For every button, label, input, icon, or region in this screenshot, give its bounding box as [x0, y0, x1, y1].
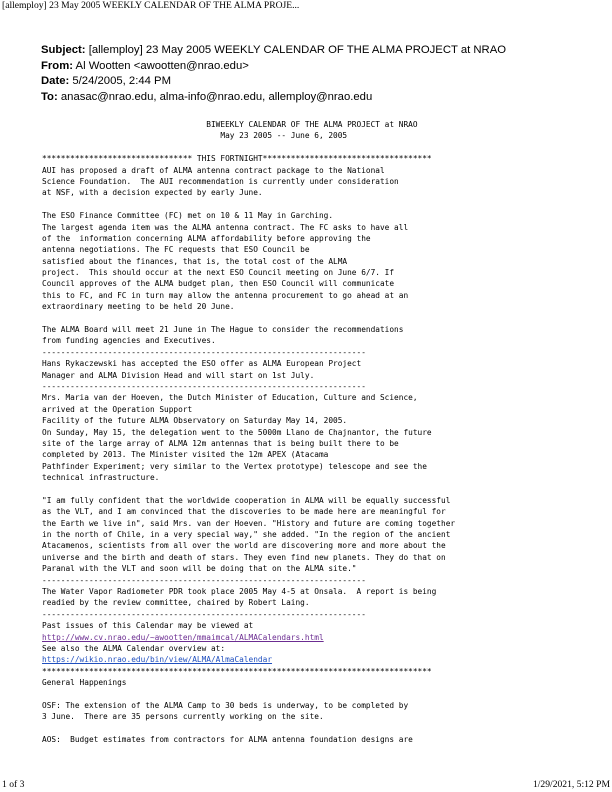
- body-line: AUI has proposed a draft of ALMA antenna contract package to the National: [42, 165, 385, 175]
- body-line: readied by the review committee, chaired by Robert Laing.: [42, 598, 310, 608]
- body-line: Pathfinder Experiment; very similar to the Vertex prototype) telescope and see the: [42, 461, 427, 471]
- body-line: [42, 313, 455, 324]
- body-line: ---------------------------------------------------------------------: [42, 609, 366, 619]
- body-line: The ESO Finance Committee (FC) met on 10 & 11 May in Garching.: [42, 211, 334, 221]
- print-datetime: 1/29/2021, 5:12 PM: [532, 779, 610, 790]
- body-line: extraordinary meeting to be held 20 June.: [42, 302, 235, 312]
- body-line: Manager and ALMA Division Head and will start on 1st July.: [42, 370, 315, 380]
- body-line: 3 June. There are 35 persons currently working on the site.: [42, 712, 324, 722]
- body-line: Facility of the future ALMA Observatory on Saturday May 14, 2005.: [42, 416, 348, 426]
- body-line: "I am fully confident that the worldwide cooperation in ALMA will be equally successful: [42, 495, 451, 505]
- body-line: AOS: Budget estimates from contractors for ALMA antenna foundation designs are: [42, 735, 413, 745]
- body-line: On Sunday, May 15, the delegation went to the 5000m Llano de Chajnantor, the future: [42, 427, 432, 437]
- body-line: Mrs. Maria van der Hoeven, the Dutch Minister of Education, Culture and Science,: [42, 393, 418, 403]
- email-body: [42, 119, 455, 745]
- body-line: The Water Vapor Radiometer PDR took place 2005 May 4-5 at Onsala. A report is being: [42, 587, 437, 597]
- body-line: General Happenings: [42, 678, 127, 688]
- body-line: Atacamenos, scientists from all over the world are discovering more and more about the: [42, 541, 446, 551]
- subject-label: Subject:: [41, 44, 86, 56]
- body-line: this to FC, and FC in turn may allow the antenna procurement to go ahead at an: [42, 290, 409, 300]
- body-line: the Earth we live in", said Mrs. van der Hoeven. "History and future are coming together: [42, 518, 456, 528]
- body-line: The largest agenda item was the ALMA antenna contract. The FC asks to have all: [42, 222, 409, 232]
- body-line: OSF: The extension of the ALMA Camp to 30 beds is underway, to be completed by: [42, 700, 409, 710]
- email-header: [41, 43, 506, 105]
- body-line: Past issues of this Calendar may be viewed at: [42, 621, 254, 631]
- body-line: from funding agencies and Executives.: [42, 336, 216, 346]
- body-line: site of the large array of ALMA 12m antennas that is being built there to be: [42, 438, 399, 448]
- body-line: ---------------------------------------------------------------------: [42, 575, 366, 585]
- body-line: antenna negotiations. The FC requests that ESO Council be: [42, 245, 310, 255]
- body-line: at NSF, with a decision expected by early June.: [42, 188, 263, 198]
- from-value: Al Wootten <awootten@nrao.edu>: [75, 59, 249, 72]
- body-line: ***********************************************************************************: [42, 666, 432, 676]
- body-line: of the information concerning ALMA affordability before approving the: [42, 233, 371, 243]
- body-line: project. This should occur at the next ESO Council meeting on June 6/7. If: [42, 268, 395, 278]
- print-page-title: [allemploy] 23 May 2005 WEEKLY CALENDAR OF THE ALMA PROJE...: [2, 0, 300, 11]
- page-number: 1 of 3: [2, 779, 25, 790]
- body-line: [42, 199, 455, 210]
- subject-value: [allemploy] 23 May 2005 WEEKLY CALENDAR OF THE ALMA PROJECT at NRAO: [88, 44, 507, 56]
- to-row: [41, 90, 506, 106]
- body-line: technical infrastructure.: [42, 473, 160, 483]
- body-line: Council approves of the ALMA budget plan, then ESO Council will communicate: [42, 279, 395, 289]
- body-line: completed by 2013. The Minister visited the 12m APEX (Atacama: [42, 450, 329, 460]
- body-line: Paranal with the VLT and soon will be doing that on the ALMA site.": [42, 564, 357, 574]
- body-line: [42, 689, 455, 700]
- subject-row: [41, 43, 506, 59]
- body-line: See also the ALMA Calendar overview at:: [42, 643, 226, 653]
- body-line: [42, 142, 455, 153]
- body-line: arrived at the Operation Support: [42, 404, 193, 414]
- body-line: in the north of Chile, in a very special way," she added. "In the region of the ancient: [42, 530, 451, 540]
- body-line: BIWEEKLY CALENDAR OF THE ALMA PROJECT at NRAO: [42, 120, 418, 129]
- date-value: 5/24/2005, 2:44 PM: [72, 75, 171, 87]
- body-line: May 23 2005 -- June 6, 2005: [42, 131, 348, 141]
- body-line: [42, 723, 455, 734]
- body-link[interactable]: https://wikio.nrao.edu/bin/view/ALMA/AlmaCalendar: [42, 655, 273, 665]
- to-value: anasac@nrao.edu, alma-info@nrao.edu, allemploy@nrao.edu: [60, 90, 373, 103]
- body-line: Hans Rykaczewski has accepted the ESO offer as ALMA European Project: [42, 359, 362, 369]
- body-line: ******************************** THIS FORTNIGHT************************************: [42, 154, 432, 164]
- from-row: [41, 59, 506, 75]
- body-line: ---------------------------------------------------------------------: [42, 347, 366, 357]
- body-line: as the VLT, and I am convinced that the discoveries to be made here are meaningful for: [42, 507, 446, 517]
- body-line: [42, 484, 455, 495]
- body-line: satisfied about the finances, that is, the total cost of the ALMA: [42, 256, 348, 266]
- body-line: Science Foundation. The AUI recommendation is currently under consideration: [42, 176, 399, 186]
- date-label: Date:: [41, 75, 70, 87]
- body-line: ---------------------------------------------------------------------: [42, 381, 366, 391]
- to-label: To:: [41, 90, 58, 103]
- from-label: From:: [41, 59, 74, 72]
- body-link[interactable]: http://www.cv.nrao.edu/~awootten/mmaimcal/ALMACalendars.html: [42, 632, 324, 642]
- date-row: [41, 74, 506, 90]
- body-line: universe and the birth and death of stars. They even find new planets. They do that on: [42, 552, 446, 562]
- body-line: The ALMA Board will meet 21 June in The Hague to consider the recommendations: [42, 325, 404, 335]
